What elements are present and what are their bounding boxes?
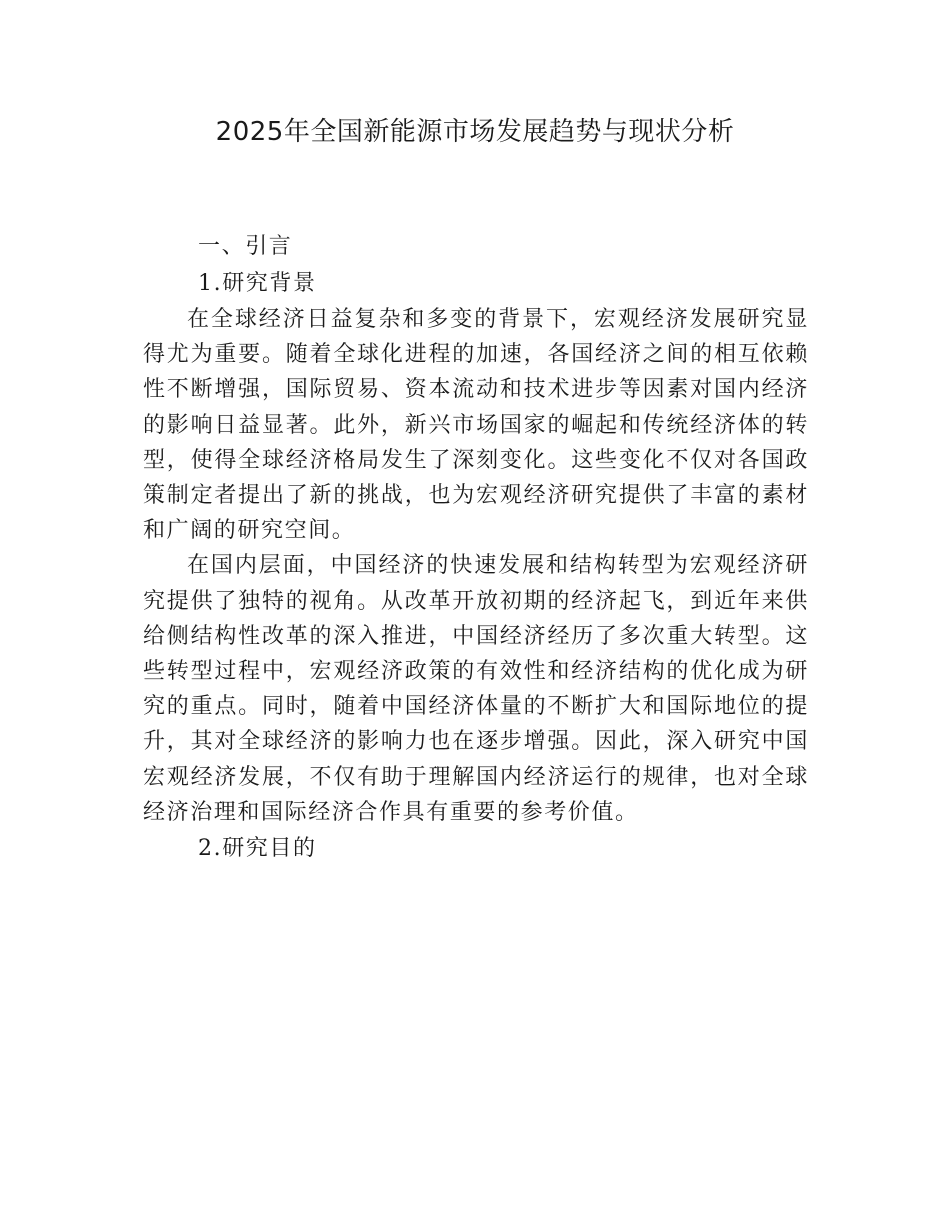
- subsection-heading-background: 1.研究背景: [198, 271, 317, 296]
- document-title: 2025年全国新能源市场发展趋势与现状分析: [215, 117, 735, 147]
- paragraph-background-global: 在全球经济日益复杂和多变的背景下，宏观经济发展研究显得尤为重要。随着全球化进程的加速，各国经济之间的相互依赖性不断增强，国际贸易、资本流动和技术进步等因素对国内经济的影响日益显著。此外，新兴市场国家的崛起和传统经济体的转型，使得全球经济格局发生了深刻变化。这些变化不仅对各国政策制定者提出了新的挑战，也为宏观经济研究提供了丰富的素材和广阔的研究空间。: [143, 307, 809, 544]
- document-body: [143, 228, 809, 867]
- section-heading-introduction: 一、引言: [198, 234, 293, 259]
- subsection-heading-purpose: 2.研究目的: [198, 836, 317, 862]
- paragraph-background-domestic: 在国内层面，中国经济的快速发展和结构转型为宏观经济研究提供了独特的视角。从改革开放初期的经济起飞，到近年来供给侧结构性改革的深入推进，中国经济经历了多次重大转型。这些转型过程中，宏观经济政策的有效性和经济结构的优化成为研究的重点。同时，随着中国经济体量的不断扩大和国际地位的提升，其对全球经济的影响力也在逐步增强。因此，深入研究中国宏观经济发展，不仅有助于理解国内经济运行的规律，也对全球经济治理和国际经济合作具有重要的参考价值。: [143, 553, 809, 825]
